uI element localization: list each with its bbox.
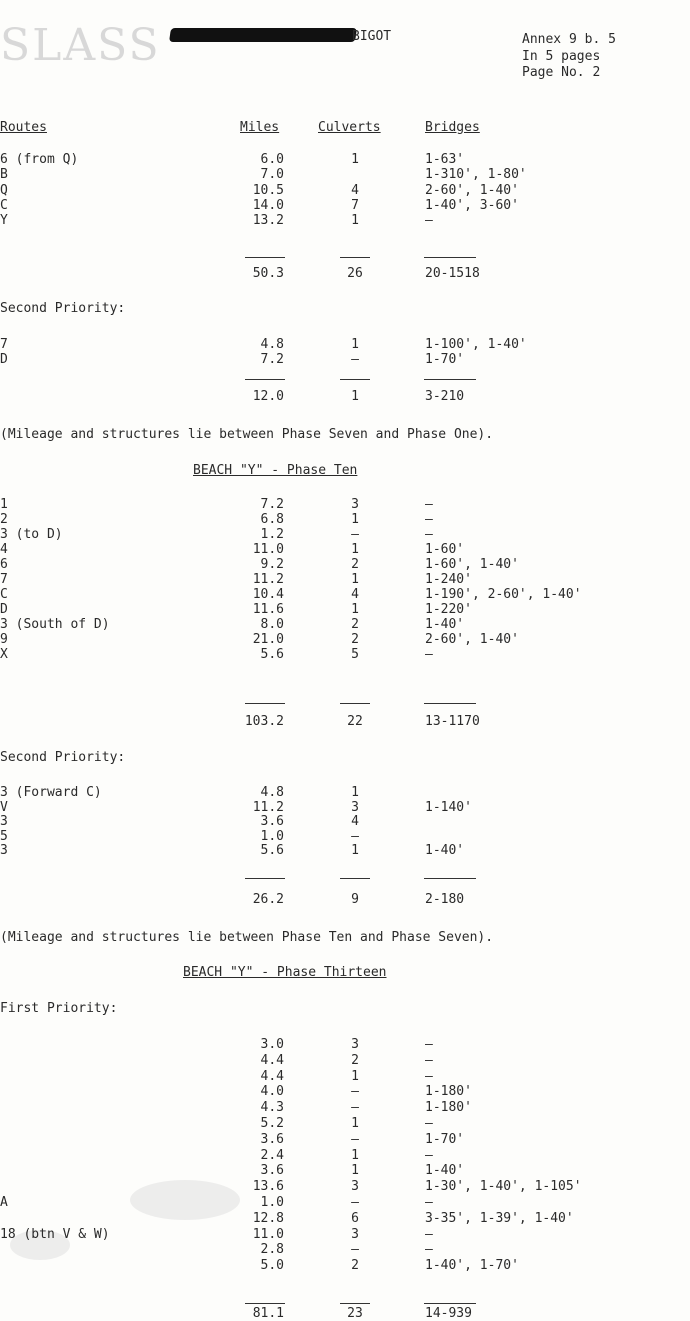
route-culverts: 1 (351, 337, 359, 352)
route-bridges: 1-70' (425, 1132, 465, 1147)
total-bridges: 13-1170 (425, 714, 480, 729)
route-culverts: 1 (351, 843, 359, 858)
route-bridges: – (425, 497, 433, 512)
route-culverts: 4 (351, 814, 359, 829)
route-bridges: 1-40' (425, 843, 465, 858)
route-bridges: 1-140' (425, 800, 472, 815)
route-miles: 14.0 (252, 198, 284, 213)
route-bridges: 1-40', 3-60' (425, 198, 519, 213)
route-bridges: 1-310', 1-80' (425, 167, 527, 182)
total-culverts: 23 (347, 1306, 363, 1321)
total-rule (340, 703, 370, 704)
route-miles: 4.0 (260, 1084, 284, 1099)
route-miles: 5.0 (260, 1258, 284, 1273)
route-name: D (0, 352, 8, 367)
total-miles: 50.3 (252, 266, 284, 281)
route-bridges: 2-60', 1-40' (425, 632, 519, 647)
route-miles: 4.8 (260, 337, 284, 352)
route-miles: 4.4 (260, 1069, 284, 1084)
route-miles: 6.8 (260, 512, 284, 527)
route-miles: 13.2 (252, 213, 284, 228)
route-miles: 7.0 (260, 167, 284, 182)
route-miles: 12.8 (252, 1211, 284, 1226)
phase-ten-title: BEACH "Y" - Phase Ten (193, 463, 358, 478)
route-miles: 11.2 (252, 800, 284, 815)
total-bridges: 2-180 (425, 892, 465, 907)
route-miles: 10.4 (252, 587, 284, 602)
total-rule (245, 379, 285, 380)
total-miles: 81.1 (252, 1306, 284, 1321)
total-bridges: 14-939 (425, 1306, 472, 1321)
redaction-bar (169, 28, 357, 42)
route-bridges: – (425, 1116, 433, 1131)
total-rule (424, 878, 476, 879)
route-name: 3 (Forward C) (0, 785, 102, 800)
total-miles: 103.2 (244, 714, 284, 729)
total-bridges: 20-1518 (425, 266, 480, 281)
total-culverts: 9 (351, 892, 359, 907)
route-name: 1 (0, 497, 8, 512)
route-bridges: – (425, 1053, 433, 1068)
route-culverts: – (351, 1132, 359, 1147)
route-miles: 3.6 (260, 1132, 284, 1147)
route-name: B (0, 167, 8, 182)
route-name: 7 (0, 337, 8, 352)
route-bridges: – (425, 527, 433, 542)
route-culverts: – (351, 1242, 359, 1257)
route-miles: 1.0 (260, 1195, 284, 1210)
route-bridges: – (425, 1148, 433, 1163)
route-culverts: 1 (351, 1148, 359, 1163)
route-bridges: – (425, 213, 433, 228)
route-miles: 7.2 (260, 352, 284, 367)
route-bridges: 1-60', 1-40' (425, 557, 519, 572)
total-culverts: 1 (351, 389, 359, 404)
route-bridges: – (425, 647, 433, 662)
total-rule (340, 379, 370, 380)
route-culverts: 3 (351, 1179, 359, 1194)
route-culverts: 1 (351, 152, 359, 167)
route-bridges: 2-60', 1-40' (425, 183, 519, 198)
route-miles: 10.5 (252, 183, 284, 198)
route-culverts: 2 (351, 1053, 359, 1068)
route-name: Y (0, 213, 8, 228)
phase-thirteen-title: BEACH "Y" - Phase Thirteen (183, 965, 387, 980)
route-culverts: 4 (351, 587, 359, 602)
route-bridges: 1-70' (425, 352, 465, 367)
route-miles: 3.0 (260, 1037, 284, 1052)
route-bridges: – (425, 512, 433, 527)
route-name: C (0, 587, 8, 602)
route-culverts: – (351, 352, 359, 367)
route-bridges: – (425, 1242, 433, 1257)
total-bridges: 3-210 (425, 389, 465, 404)
route-miles: 6.0 (260, 152, 284, 167)
total-rule (245, 878, 285, 879)
route-bridges: 1-220' (425, 602, 472, 617)
route-miles: 11.0 (252, 1227, 284, 1242)
route-miles: 4.8 (260, 785, 284, 800)
route-bridges: – (425, 1069, 433, 1084)
route-bridges: 1-40' (425, 1163, 465, 1178)
route-culverts: 1 (351, 572, 359, 587)
route-name: 3 (0, 814, 8, 829)
total-rule (245, 703, 285, 704)
route-bridges: – (425, 1227, 433, 1242)
route-miles: 8.0 (260, 617, 284, 632)
route-miles: 11.6 (252, 602, 284, 617)
route-miles: 11.0 (252, 542, 284, 557)
route-culverts: 1 (351, 1069, 359, 1084)
route-miles: 4.3 (260, 1100, 284, 1115)
page-number: Page No. 2 (522, 65, 601, 80)
phase-seven-note: (Mileage and structures lie between Phase Seven and Phase One). (0, 427, 494, 442)
route-culverts: 3 (351, 497, 359, 512)
total-rule (424, 379, 476, 380)
route-name: C (0, 198, 8, 213)
route-culverts: 6 (351, 1211, 359, 1226)
second-priority-heading: Second Priority: (0, 750, 126, 765)
route-culverts: 3 (351, 1037, 359, 1052)
route-bridges: 1-60' (425, 542, 465, 557)
total-rule (424, 1303, 476, 1304)
route-culverts: 2 (351, 632, 359, 647)
route-name: 6 (0, 557, 8, 572)
route-culverts: 1 (351, 785, 359, 800)
route-name: X (0, 647, 8, 662)
total-rule (340, 257, 370, 258)
route-culverts: 1 (351, 542, 359, 557)
route-culverts: 2 (351, 557, 359, 572)
faded-stamp-mark: SLASS (0, 20, 161, 71)
total-rule (424, 257, 476, 258)
paper-smudge (130, 1180, 240, 1220)
route-bridges: 1-30', 1-40', 1-105' (425, 1179, 582, 1194)
route-name: 3 (0, 843, 8, 858)
route-name: Q (0, 183, 8, 198)
route-culverts: 5 (351, 647, 359, 662)
route-name: 2 (0, 512, 8, 527)
route-name: 3 (to D) (0, 527, 63, 542)
route-name: 18 (btn V & W) (0, 1227, 110, 1242)
route-culverts: 4 (351, 183, 359, 198)
route-name: 9 (0, 632, 8, 647)
route-miles: 11.2 (252, 572, 284, 587)
total-rule (245, 257, 285, 258)
total-rule (245, 1303, 285, 1304)
total-culverts: 22 (347, 714, 363, 729)
total-rule (424, 703, 476, 704)
route-bridges: – (425, 1195, 433, 1210)
route-bridges: 1-40' (425, 617, 465, 632)
route-miles: 1.0 (260, 829, 284, 844)
route-name: 5 (0, 829, 8, 844)
route-name: 6 (from Q) (0, 152, 79, 167)
route-miles: 2.8 (260, 1242, 284, 1257)
route-culverts: – (351, 527, 359, 542)
route-culverts: 1 (351, 213, 359, 228)
route-culverts: 1 (351, 602, 359, 617)
route-bridges: – (425, 1037, 433, 1052)
total-culverts: 26 (347, 266, 363, 281)
total-miles: 12.0 (252, 389, 284, 404)
route-culverts: – (351, 829, 359, 844)
route-miles: 21.0 (252, 632, 284, 647)
second-priority-heading: Second Priority: (0, 301, 126, 316)
phase-ten-note: (Mileage and structures lie between Phase Ten and Phase Seven). (0, 930, 494, 945)
route-miles: 3.6 (260, 814, 284, 829)
total-miles: 26.2 (252, 892, 284, 907)
route-miles: 7.2 (260, 497, 284, 512)
route-culverts: 1 (351, 512, 359, 527)
route-culverts: 1 (351, 1116, 359, 1131)
route-miles: 9.2 (260, 557, 284, 572)
route-bridges: 1-63' (425, 152, 465, 167)
route-bridges: 1-40', 1-70' (425, 1258, 519, 1273)
route-miles: 3.6 (260, 1163, 284, 1178)
route-bridges: 1-190', 2-60', 1-40' (425, 587, 582, 602)
route-culverts: 2 (351, 617, 359, 632)
route-miles: 5.2 (260, 1116, 284, 1131)
total-rule (340, 878, 370, 879)
culverts-column-header: Culverts (318, 120, 381, 135)
route-name: 4 (0, 542, 8, 557)
route-culverts: 3 (351, 800, 359, 815)
route-name: V (0, 800, 8, 815)
route-bridges: 3-35', 1-39', 1-40' (425, 1211, 574, 1226)
route-name: 7 (0, 572, 8, 587)
route-name: D (0, 602, 8, 617)
routes-column-header: Routes (0, 120, 47, 135)
route-miles: 1.2 (260, 527, 284, 542)
route-bridges: 1-180' (425, 1084, 472, 1099)
route-culverts: 7 (351, 198, 359, 213)
route-culverts: – (351, 1084, 359, 1099)
route-bridges: 1-240' (425, 572, 472, 587)
route-culverts: – (351, 1100, 359, 1115)
classification-label: BIGOT (352, 29, 392, 44)
route-miles: 5.6 (260, 843, 284, 858)
route-bridges: 1-100', 1-40' (425, 337, 527, 352)
route-name: A (0, 1195, 8, 1210)
route-culverts: 2 (351, 1258, 359, 1273)
route-miles: 4.4 (260, 1053, 284, 1068)
route-culverts: – (351, 1195, 359, 1210)
route-bridges: 1-180' (425, 1100, 472, 1115)
first-priority-heading: First Priority: (0, 1001, 118, 1016)
page-count: In 5 pages (522, 49, 601, 64)
bridges-column-header: Bridges (425, 120, 480, 135)
route-culverts: 1 (351, 1163, 359, 1178)
route-culverts: 3 (351, 1227, 359, 1242)
route-name: 3 (South of D) (0, 617, 110, 632)
total-rule (340, 1303, 370, 1304)
annex-label: Annex 9 b. 5 (522, 32, 616, 47)
route-miles: 13.6 (252, 1179, 284, 1194)
route-miles: 2.4 (260, 1148, 284, 1163)
miles-column-header: Miles (240, 120, 280, 135)
route-miles: 5.6 (260, 647, 284, 662)
